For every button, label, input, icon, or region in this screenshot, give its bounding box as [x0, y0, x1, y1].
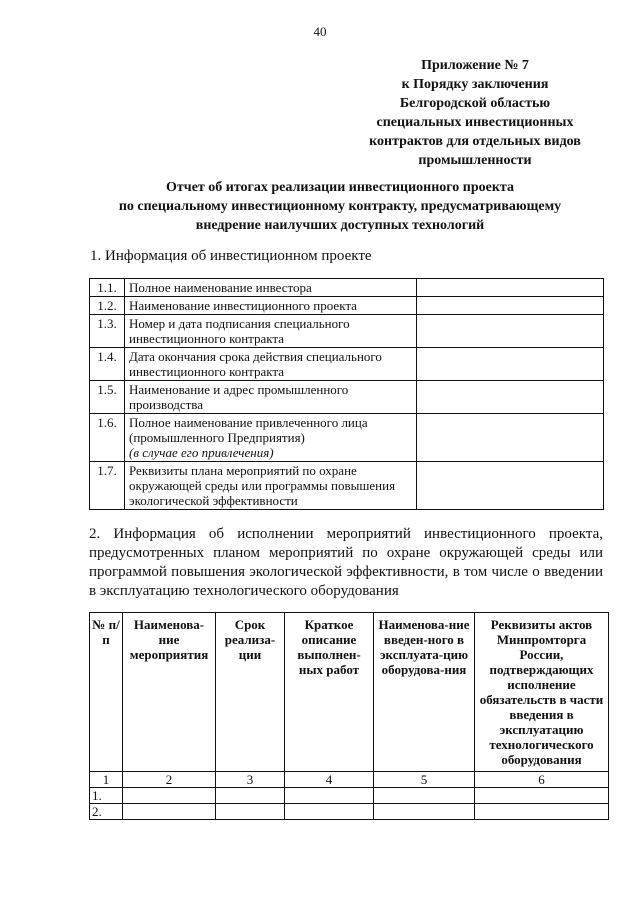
- row-value: [417, 462, 604, 510]
- row-number: 1.3.: [90, 315, 125, 348]
- table-row: [90, 315, 604, 348]
- report-title-line: внедрение наилучших доступных технологий: [195, 218, 485, 233]
- row-label: Реквизиты плана мероприятий по охране окружающей среды или программы повышения экологической эффективности: [125, 462, 417, 510]
- column-header: Наименова-ние мероприятия: [123, 613, 216, 772]
- column-number: 4: [285, 772, 374, 788]
- row-value: [417, 381, 604, 414]
- environmental-events-table: [89, 612, 609, 820]
- page-number: 40: [313, 24, 327, 39]
- column-header: Реквизиты актов Минпромторга России, подтверждающих исполнение обязательств в части введения в эксплуатацию технологического оборудования: [475, 613, 609, 772]
- table-cell: [216, 804, 285, 820]
- row-value: [417, 348, 604, 381]
- table-cell: 2.: [90, 804, 123, 820]
- row-label: Номер и дата подписания специального инвестиционного контракта: [125, 315, 417, 348]
- appendix-line: контрактов для отдельных видов: [369, 134, 581, 149]
- column-header: Срок реализа-ции: [216, 613, 285, 772]
- table-row: [90, 279, 604, 297]
- table-row: [90, 414, 604, 462]
- row-value: [417, 414, 604, 462]
- column-number-row: [90, 772, 609, 788]
- table-header-row: [90, 613, 609, 772]
- table-row: [90, 462, 604, 510]
- table-cell: [123, 804, 216, 820]
- report-title-line: Отчет об итогах реализации инвестиционного проекта: [166, 180, 514, 195]
- row-label: Дата окончания срока действия специального инвестиционного контракта: [125, 348, 417, 381]
- report-title: [70, 178, 610, 235]
- table-row: [90, 381, 604, 414]
- section2-heading: 2. Информация об исполнении мероприятий инвестиционного проекта, предусмотренных планом мероприятий по охране окружающей среды или программой повышения экологической эффективности, в том числе о введении в эксплуатацию технологического оборудования: [89, 526, 603, 599]
- report-title-line: по специальному инвестиционному контракту, предусматривающему: [118, 199, 562, 214]
- row-value: [417, 297, 604, 315]
- appendix-line: промышленности: [418, 153, 532, 168]
- column-number: 1: [90, 772, 123, 788]
- appendix-header: [330, 56, 620, 170]
- row-label: Наименование и адрес промышленного производства: [125, 381, 417, 414]
- table-cell: 1.: [90, 788, 123, 804]
- row-label: Полное наименование привлеченного лица (промышленного Предприятия): [129, 415, 368, 445]
- table-cell: [216, 788, 285, 804]
- column-header: Краткое описание выполнен-ных работ: [285, 613, 374, 772]
- table-row: [90, 348, 604, 381]
- appendix-line: Приложение № 7: [421, 58, 529, 73]
- column-header: № п/п: [90, 613, 123, 772]
- table-row: [90, 788, 609, 804]
- column-header: Наименова-ние введен-ного в эксплуата-цию оборудова-ния: [374, 613, 475, 772]
- row-label: Полное наименование инвестора: [125, 279, 417, 297]
- row-number: 1.7.: [90, 462, 125, 510]
- appendix-line: Белгородской областью: [399, 96, 551, 111]
- row-number: 1.4.: [90, 348, 125, 381]
- section1-heading: 1. Информация об инвестиционном проекте: [90, 248, 372, 264]
- table-cell: [374, 788, 475, 804]
- investment-project-info-table: [89, 278, 604, 510]
- row-number: 1.6.: [90, 414, 125, 462]
- column-number: 5: [374, 772, 475, 788]
- table-row: [90, 297, 604, 315]
- appendix-line: специальных инвестиционных: [376, 115, 574, 130]
- row-note: (в случае его привлечения): [129, 445, 274, 460]
- table-cell: [123, 788, 216, 804]
- row-value: [417, 315, 604, 348]
- column-number: 6: [475, 772, 609, 788]
- table-cell: [475, 804, 609, 820]
- table-row: [90, 804, 609, 820]
- appendix-line: к Порядку заключения: [401, 77, 549, 92]
- row-number: 1.1.: [90, 279, 125, 297]
- row-label-cell: [125, 414, 417, 462]
- table-cell: [374, 804, 475, 820]
- row-number: 1.2.: [90, 297, 125, 315]
- table-cell: [285, 804, 374, 820]
- row-label: Наименование инвестиционного проекта: [125, 297, 417, 315]
- row-value: [417, 279, 604, 297]
- column-number: 2: [123, 772, 216, 788]
- table-cell: [475, 788, 609, 804]
- table-cell: [285, 788, 374, 804]
- column-number: 3: [216, 772, 285, 788]
- row-number: 1.5.: [90, 381, 125, 414]
